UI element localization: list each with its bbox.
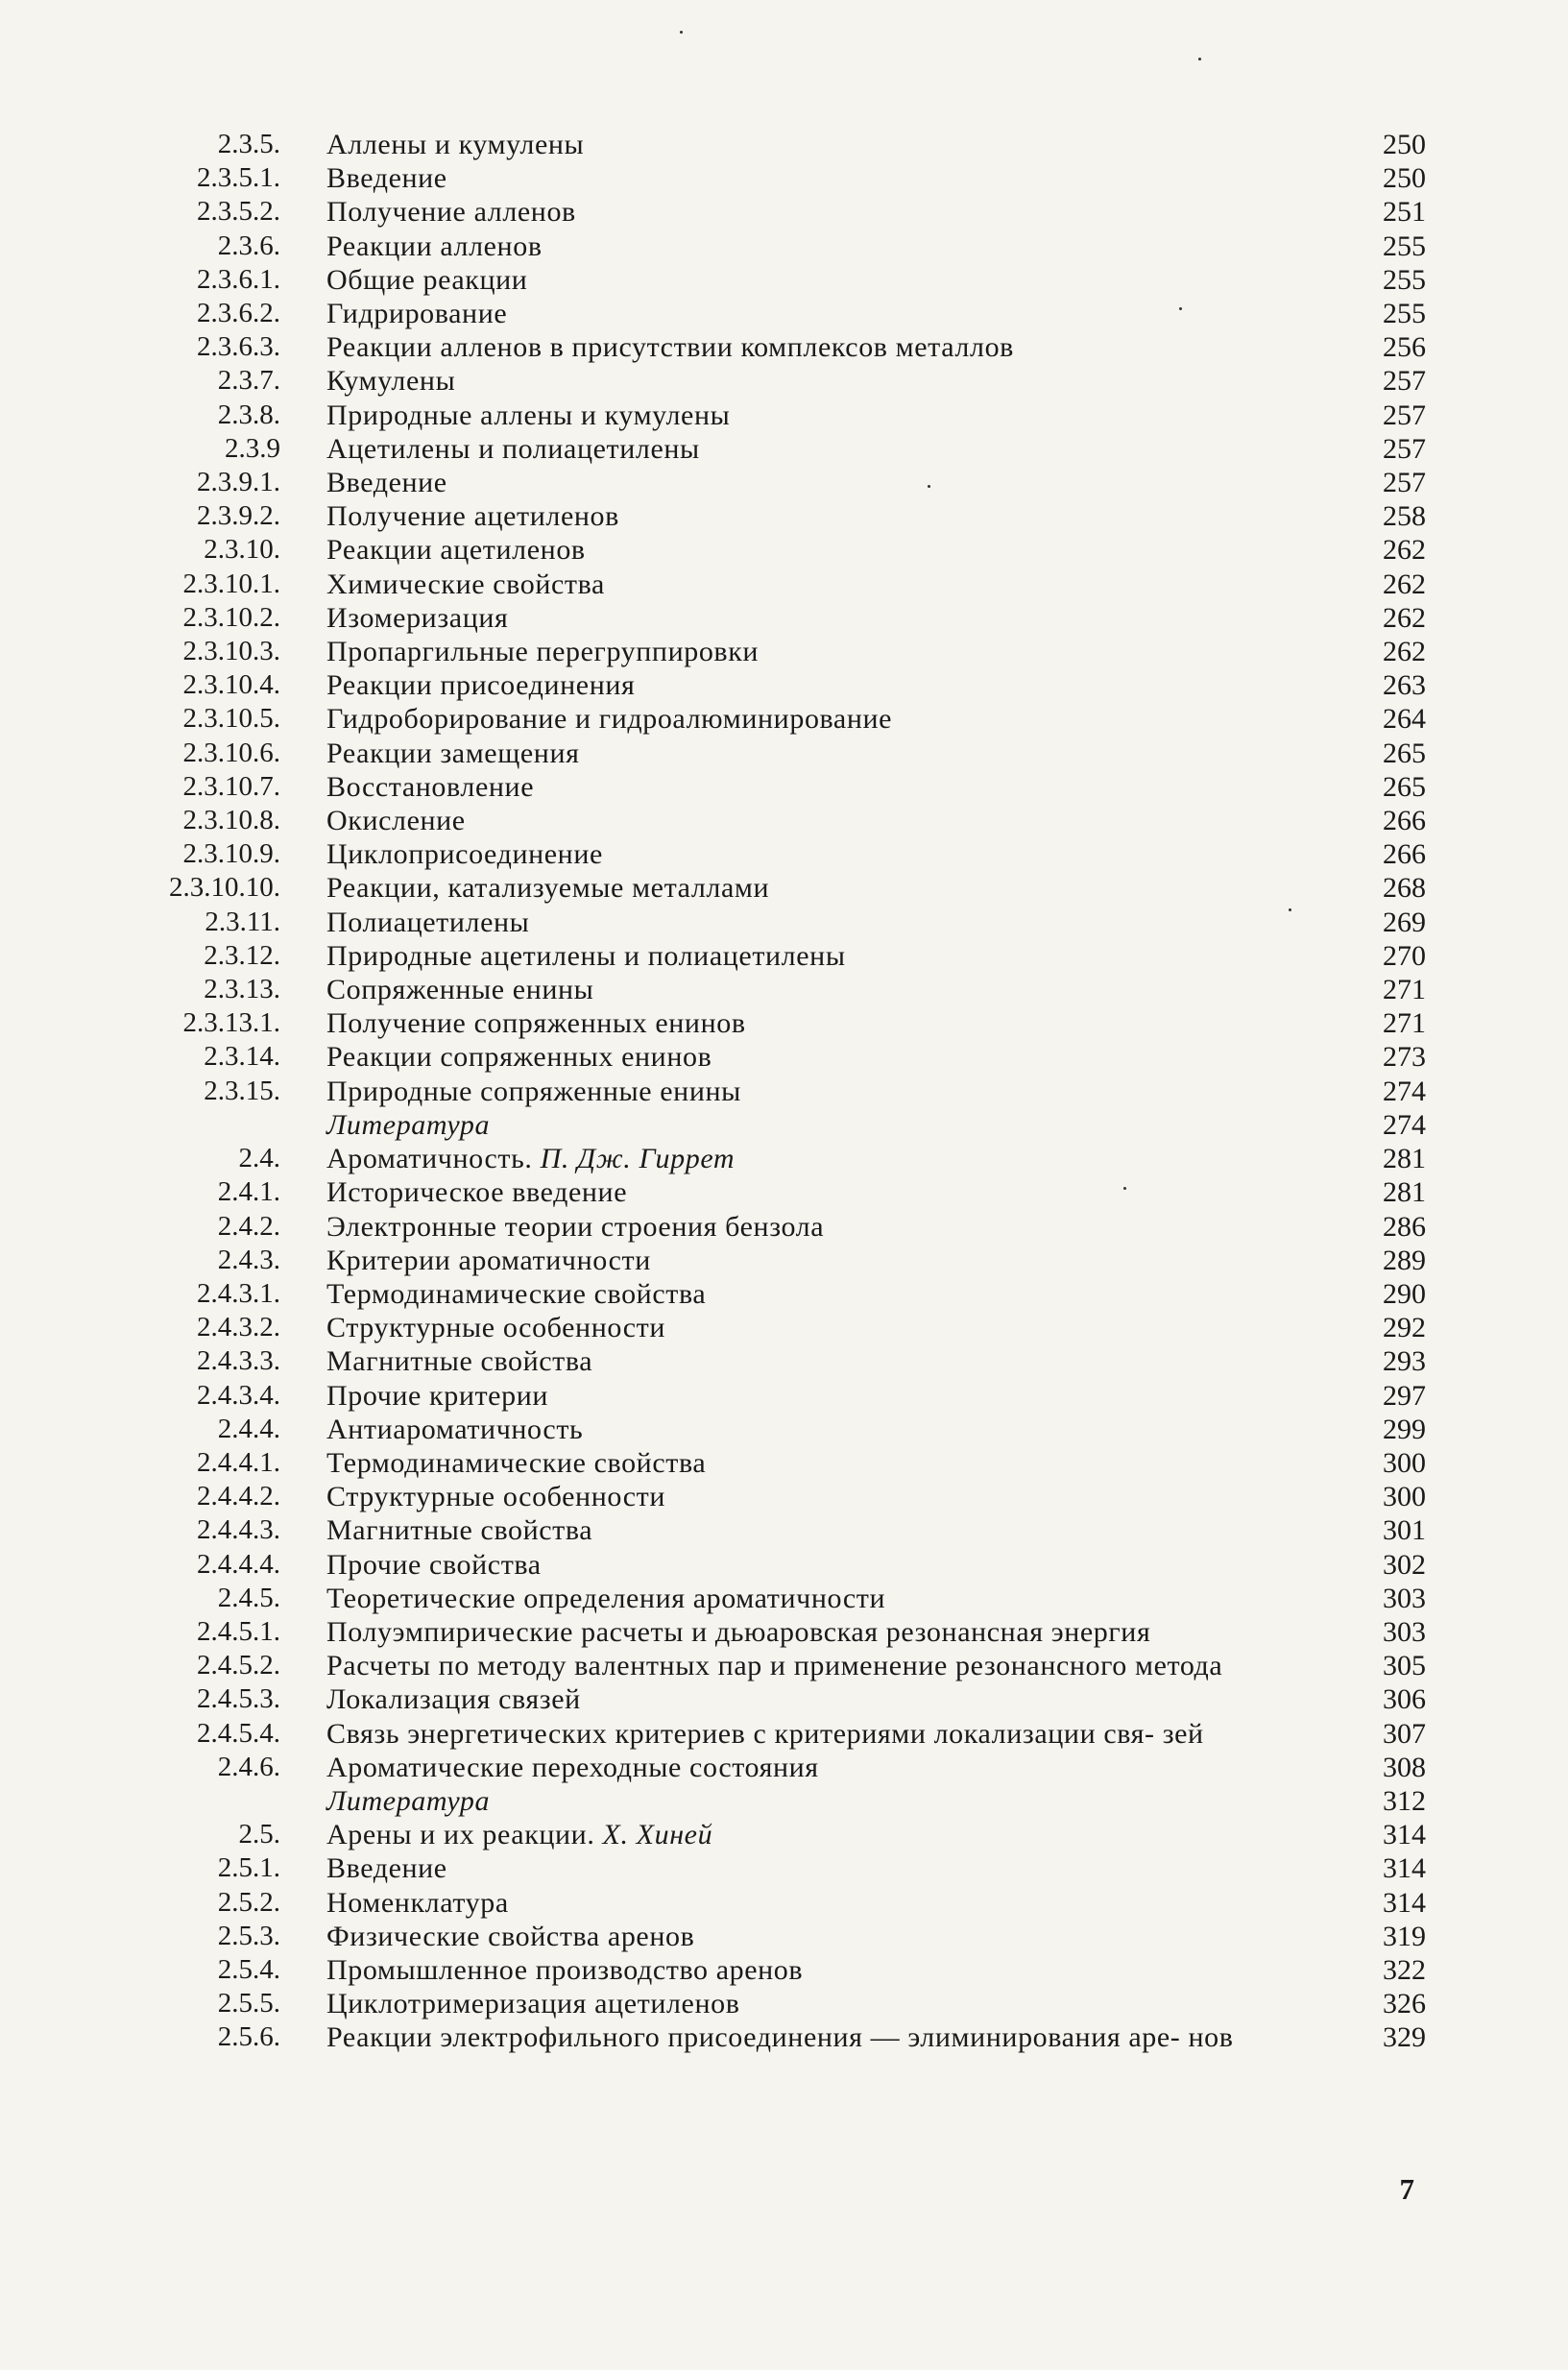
toc-entry — [0, 1480, 1568, 1513]
page-reference: 266 — [1383, 805, 1426, 837]
toc-entry — [0, 568, 1568, 601]
section-title-text: Ароматические переходные состояния — [326, 1751, 819, 1783]
page-reference: 257 — [1383, 365, 1426, 398]
toc-entry — [0, 1108, 1568, 1142]
section-title-text: Связь энергетических критериев с критериями локализации свя- зей — [326, 1717, 1204, 1750]
toc-entry — [0, 1379, 1568, 1413]
section-title-text: Введение — [326, 467, 447, 499]
page-reference: 297 — [1383, 1379, 1426, 1412]
section-title-text: Реакции присоединения — [326, 669, 636, 702]
section-number: 2.4.4. — [217, 1413, 280, 1444]
print-speck — [928, 485, 930, 488]
toc-entry — [0, 499, 1568, 533]
section-title — [326, 702, 1359, 736]
section-number: 2.3.6.3. — [197, 331, 280, 363]
page-reference: 306 — [1383, 1683, 1426, 1716]
section-number: 2.5.3. — [217, 1920, 280, 1951]
toc-entry — [0, 1886, 1568, 1920]
page-reference: 302 — [1383, 1548, 1426, 1581]
section-number: 2.4.4.2. — [197, 1481, 280, 1512]
literature-heading — [326, 1108, 1359, 1142]
section-title — [326, 837, 1359, 871]
toc-entry — [0, 1413, 1568, 1446]
toc-entry — [0, 601, 1568, 635]
page-reference: 281 — [1383, 1143, 1426, 1175]
page-reference: 314 — [1383, 1819, 1426, 1851]
toc-entry — [0, 1920, 1568, 1953]
section-title-text: Структурные особенности — [326, 1481, 665, 1513]
section-title-text: Ацетилены и полиацетилены — [326, 432, 700, 465]
section-title — [326, 499, 1359, 533]
section-author: П. Дж. Гиррет — [540, 1143, 736, 1175]
section-number: 2.4. — [238, 1143, 280, 1174]
section-title — [326, 1682, 1359, 1716]
page-reference: 255 — [1383, 230, 1426, 262]
print-speck — [1123, 1187, 1126, 1190]
section-title — [326, 1582, 1359, 1615]
toc-entry — [0, 1075, 1568, 1108]
section-number: 2.4.1. — [217, 1176, 280, 1208]
section-title — [326, 804, 1359, 837]
section-title-text: Литература — [326, 1784, 491, 1817]
page-reference: 257 — [1383, 432, 1426, 465]
section-title — [326, 1244, 1359, 1277]
page-reference: 265 — [1383, 737, 1426, 769]
section-title — [326, 1548, 1359, 1582]
section-title — [326, 364, 1359, 398]
section-title-text: Введение — [326, 1852, 447, 1885]
section-title-text: Общие реакции — [326, 263, 528, 296]
toc-entry — [0, 702, 1568, 736]
toc-entry — [0, 1277, 1568, 1311]
section-number: 2.3.10.3. — [182, 636, 280, 667]
toc-entry — [0, 161, 1568, 195]
section-number: 2.3.5.1. — [197, 162, 280, 194]
section-number: 2.3.11. — [205, 906, 280, 937]
page-reference: 264 — [1383, 703, 1426, 736]
toc-entry — [0, 1784, 1568, 1818]
page-reference: 257 — [1383, 399, 1426, 431]
section-title-text: Физические свойства аренов — [326, 1920, 695, 1952]
toc-entry — [0, 1040, 1568, 1074]
page-reference: 299 — [1383, 1413, 1426, 1445]
section-title-text: Реакции сопряженных енинов — [326, 1041, 712, 1074]
section-title — [326, 601, 1359, 635]
section-title — [326, 1953, 1359, 1987]
page-reference: 314 — [1383, 1886, 1426, 1919]
section-number: 2.4.5.3. — [197, 1683, 280, 1715]
section-number: 2.3.13.1. — [182, 1007, 280, 1039]
page-reference: 262 — [1383, 568, 1426, 600]
section-number: 2.5. — [238, 1819, 280, 1850]
section-title — [326, 1615, 1359, 1649]
section-title — [326, 1649, 1359, 1682]
page-reference: 322 — [1383, 1953, 1426, 1986]
section-number: 2.5.4. — [217, 1953, 280, 1985]
section-title — [326, 1277, 1359, 1311]
section-title-text: Электронные теории строения бензола — [326, 1210, 825, 1243]
toc-entry — [0, 297, 1568, 330]
page-reference: 257 — [1383, 467, 1426, 499]
toc-entry — [0, 1210, 1568, 1244]
section-title — [326, 1818, 1359, 1851]
section-title — [326, 1344, 1359, 1378]
page-reference: 263 — [1383, 669, 1426, 702]
section-title-text: Кумулены — [326, 365, 456, 398]
page-reference: 326 — [1383, 1988, 1426, 2020]
section-title-text: Прочие критерии — [326, 1379, 549, 1412]
page-reference: 256 — [1383, 331, 1426, 364]
section-title — [326, 1040, 1359, 1074]
toc-entry — [0, 1244, 1568, 1277]
print-speck — [1289, 908, 1291, 911]
section-number: 2.3.10.7. — [182, 770, 280, 802]
section-title — [326, 2020, 1359, 2054]
section-title-text: Ароматичность. — [326, 1143, 533, 1175]
section-title-text: Циклотримеризация ацетиленов — [326, 1988, 740, 2020]
section-title — [326, 1480, 1359, 1513]
page-reference: 303 — [1383, 1615, 1426, 1648]
toc-entry — [0, 1548, 1568, 1582]
section-title-text: Антиароматичность — [326, 1413, 584, 1445]
literature-heading — [326, 1784, 1359, 1818]
toc-entry — [0, 635, 1568, 668]
section-title-text: Промышленное производство аренов — [326, 1953, 804, 1986]
section-title-text: Получение алленов — [326, 196, 576, 229]
page-reference: 270 — [1383, 939, 1426, 972]
section-title-text: Гидрирование — [326, 298, 508, 330]
print-speck — [1198, 58, 1201, 60]
toc-entry — [0, 1006, 1568, 1040]
section-title — [326, 1446, 1359, 1480]
page-reference: 274 — [1383, 1075, 1426, 1107]
section-title-text: Реакции ацетиленов — [326, 534, 586, 567]
toc-entry — [0, 1446, 1568, 1480]
section-title — [326, 263, 1359, 297]
page-reference: 268 — [1383, 872, 1426, 905]
section-title — [326, 161, 1359, 195]
section-title — [326, 1851, 1359, 1885]
section-title — [326, 399, 1359, 432]
section-title — [326, 1987, 1359, 2020]
section-number: 2.3.10.5. — [182, 703, 280, 735]
toc-entry — [0, 533, 1568, 567]
section-number: 2.3.6. — [217, 230, 280, 261]
toc-entry — [0, 1344, 1568, 1378]
toc-entry — [0, 195, 1568, 229]
page-reference: 281 — [1383, 1176, 1426, 1209]
section-number: 2.4.3.1. — [197, 1277, 280, 1309]
page-reference: 255 — [1383, 263, 1426, 296]
toc-entry — [0, 1649, 1568, 1682]
section-title-text: Реакции, катализуемые металлами — [326, 872, 770, 905]
section-number: 2.4.6. — [217, 1751, 280, 1782]
section-title — [326, 1717, 1359, 1751]
page-reference: 273 — [1383, 1041, 1426, 1074]
section-number: 2.4.2. — [217, 1210, 280, 1242]
section-title-text: Полуэмпирические расчеты и дьюаровская резонансная энергия — [326, 1615, 1151, 1648]
section-title — [326, 330, 1359, 364]
page-reference: 262 — [1383, 534, 1426, 567]
page-reference: 271 — [1383, 974, 1426, 1006]
section-title-text: Расчеты по методу валентных пар и применение резонансного метода — [326, 1650, 1223, 1682]
section-author: X. Хиней — [602, 1819, 713, 1851]
section-title-text: Локализация связей — [326, 1683, 581, 1716]
section-title — [326, 1513, 1359, 1547]
toc-entry — [0, 1851, 1568, 1885]
section-title-text: Получение сопряженных енинов — [326, 1007, 746, 1040]
toc-entry — [0, 364, 1568, 398]
section-title-text: Получение ацетиленов — [326, 500, 619, 533]
page-reference: 312 — [1383, 1784, 1426, 1817]
page-reference: 300 — [1383, 1481, 1426, 1513]
section-title-text: Окисление — [326, 805, 466, 837]
toc-entry — [0, 871, 1568, 905]
section-title-text: Химические свойства — [326, 568, 605, 600]
section-title-text: Термодинамические свойства — [326, 1277, 707, 1310]
section-title-text: Историческое введение — [326, 1176, 628, 1209]
section-title — [326, 1379, 1359, 1413]
page-reference: 251 — [1383, 196, 1426, 229]
section-number: 2.3.10.1. — [182, 568, 280, 599]
section-number: 2.3.7. — [217, 365, 280, 397]
section-title — [326, 1075, 1359, 1108]
toc-entry — [0, 1953, 1568, 1987]
section-number: 2.3.5. — [217, 129, 280, 159]
section-number: 2.4.3.4. — [197, 1379, 280, 1411]
section-number: 2.5.1. — [217, 1852, 280, 1884]
page-reference: 262 — [1383, 601, 1426, 634]
section-title-text: Реакции алленов в присутствии комплексов металлов — [326, 331, 1014, 364]
section-number: 2.4.5. — [217, 1582, 280, 1613]
page-reference: 250 — [1383, 129, 1426, 160]
page-reference: 319 — [1383, 1920, 1426, 1952]
section-title — [326, 1142, 1359, 1175]
toc-entry — [0, 1682, 1568, 1716]
page-reference: 303 — [1383, 1582, 1426, 1614]
toc-entry — [0, 1818, 1568, 1851]
page-number: 7 — [1399, 2172, 1414, 2206]
section-number: 2.3.13. — [204, 974, 280, 1005]
toc-entry — [0, 263, 1568, 297]
toc-entry — [0, 973, 1568, 1006]
section-number: 2.4.4.4. — [197, 1548, 280, 1580]
page-reference: 329 — [1383, 2021, 1426, 2054]
section-title — [326, 1413, 1359, 1446]
section-title-text: Полиацетилены — [326, 906, 530, 938]
section-title-text: Введение — [326, 162, 447, 195]
section-number: 2.3.6.2. — [197, 298, 280, 329]
section-number: 2.3.10.2. — [182, 601, 280, 633]
section-title-text: Теоретические определения ароматичности — [326, 1582, 886, 1614]
toc-entry — [0, 230, 1568, 263]
section-title-text: Прочие свойства — [326, 1548, 542, 1581]
section-title — [326, 1006, 1359, 1040]
section-number: 2.3.10.8. — [182, 805, 280, 836]
toc-entry — [0, 804, 1568, 837]
section-title — [326, 128, 1359, 161]
page-reference: 286 — [1383, 1210, 1426, 1243]
page-reference: 271 — [1383, 1007, 1426, 1040]
section-title — [326, 1311, 1359, 1344]
toc-entry — [0, 1142, 1568, 1175]
section-title — [326, 906, 1359, 939]
section-number: 2.3.10.6. — [182, 737, 280, 768]
toc-entry — [0, 330, 1568, 364]
section-title-text: Реакции электрофильного присоединения — элиминирования аре- нов — [326, 2021, 1234, 2054]
section-number: 2.4.4.1. — [197, 1446, 280, 1478]
toc-entry — [0, 939, 1568, 973]
section-number: 2.5.5. — [217, 1988, 280, 2019]
section-title — [326, 297, 1359, 330]
section-number: 2.3.14. — [204, 1041, 280, 1073]
page-reference: 255 — [1383, 298, 1426, 330]
section-title — [326, 568, 1359, 601]
section-title — [326, 432, 1359, 466]
section-title-text: Природные аллены и кумулены — [326, 399, 731, 431]
toc-entry — [0, 1717, 1568, 1751]
toc-entry — [0, 1582, 1568, 1615]
section-number: 2.3.15. — [204, 1075, 280, 1106]
section-number: 2.4.4.3. — [197, 1514, 280, 1546]
print-speck — [680, 31, 683, 34]
section-title-text: Природные ацетилены и полиацетилены — [326, 939, 846, 972]
section-title-text: Магнитные свойства — [326, 1514, 593, 1547]
section-number: 2.3.10.9. — [182, 838, 280, 870]
section-title — [326, 230, 1359, 263]
toc-entry — [0, 1513, 1568, 1547]
toc-entry — [0, 837, 1568, 871]
section-title-text: Реакции алленов — [326, 230, 543, 262]
toc-entry — [0, 2020, 1568, 2054]
section-title — [326, 195, 1359, 229]
section-number: 2.4.5.4. — [197, 1717, 280, 1749]
section-title — [326, 635, 1359, 668]
section-number: 2.4.3.3. — [197, 1345, 280, 1377]
section-title-text: Пропаргильные перегруппировки — [326, 636, 760, 668]
section-title — [326, 973, 1359, 1006]
section-number: 2.3.9.2. — [197, 500, 280, 532]
section-number: 2.4.3. — [217, 1244, 280, 1275]
section-title-text: Арены и их реакции. — [326, 1819, 595, 1851]
section-number: 2.4.3.2. — [197, 1312, 280, 1343]
toc-entry — [0, 128, 1568, 161]
page-reference: 301 — [1383, 1514, 1426, 1547]
section-title-text: Магнитные свойства — [326, 1345, 593, 1378]
page-reference: 293 — [1383, 1345, 1426, 1378]
toc-entry — [0, 399, 1568, 432]
section-number: 2.3.10.4. — [182, 669, 280, 701]
section-title-text: Номенклатура — [326, 1886, 509, 1919]
toc-entry — [0, 1987, 1568, 2020]
toc-entry — [0, 668, 1568, 702]
page-reference: 265 — [1383, 770, 1426, 803]
section-title-text: Циклоприсоединение — [326, 838, 603, 871]
section-number: 2.3.9.1. — [197, 467, 280, 498]
toc-entry — [0, 466, 1568, 499]
toc-entry — [0, 1751, 1568, 1784]
toc-entry — [0, 770, 1568, 804]
page-reference: 305 — [1383, 1650, 1426, 1682]
section-title-text: Реакции замещения — [326, 737, 580, 769]
section-title — [326, 1210, 1359, 1244]
section-title — [326, 1920, 1359, 1953]
section-number: 2.3.6.1. — [197, 263, 280, 295]
page-reference: 307 — [1383, 1717, 1426, 1750]
section-number: 2.5.6. — [217, 2021, 280, 2053]
section-title — [326, 1175, 1359, 1209]
page-reference: 250 — [1383, 162, 1426, 195]
toc-entry — [0, 906, 1568, 939]
page-reference: 300 — [1383, 1446, 1426, 1479]
page-reference: 262 — [1383, 636, 1426, 668]
section-number: 2.3.9 — [225, 432, 280, 464]
section-title — [326, 1751, 1359, 1784]
section-title-text: Критерии ароматичности — [326, 1244, 651, 1276]
page-reference: 289 — [1383, 1244, 1426, 1276]
section-title-text: Изомеризация — [326, 601, 509, 634]
page-reference: 314 — [1383, 1852, 1426, 1885]
section-number: 2.3.5.2. — [197, 196, 280, 228]
print-speck — [1179, 307, 1182, 310]
section-title — [326, 770, 1359, 804]
toc-entry — [0, 1311, 1568, 1344]
toc-entry — [0, 1175, 1568, 1209]
section-number: 2.3.8. — [217, 399, 280, 430]
section-number: 2.3.12. — [204, 939, 280, 971]
section-title-text: Сопряженные енины — [326, 974, 594, 1006]
toc-entry — [0, 737, 1568, 770]
page-reference: 292 — [1383, 1312, 1426, 1344]
section-title — [326, 737, 1359, 770]
section-title — [326, 533, 1359, 567]
page-reference: 290 — [1383, 1277, 1426, 1310]
section-title-text: Структурные особенности — [326, 1312, 665, 1344]
section-title-text: Термодинамические свойства — [326, 1446, 707, 1479]
table-of-contents — [0, 128, 1568, 2055]
page-reference: 269 — [1383, 906, 1426, 938]
page-reference: 266 — [1383, 838, 1426, 871]
page-reference: 308 — [1383, 1751, 1426, 1783]
section-number: 2.4.5.2. — [197, 1650, 280, 1681]
section-title-text: Природные сопряженные енины — [326, 1075, 741, 1107]
section-title — [326, 871, 1359, 905]
section-title — [326, 466, 1359, 499]
section-title — [326, 939, 1359, 973]
toc-entry — [0, 1615, 1568, 1649]
section-number: 2.4.5.1. — [197, 1615, 280, 1647]
toc-entry — [0, 432, 1568, 466]
section-title-text: Аллены и кумулены — [326, 129, 585, 160]
section-number: 2.3.10. — [204, 534, 280, 566]
page-reference: 274 — [1383, 1108, 1426, 1141]
section-number: 2.5.2. — [217, 1886, 280, 1918]
page-reference: 258 — [1383, 500, 1426, 533]
section-title-text: Гидроборирование и гидроалюминирование — [326, 703, 893, 736]
section-title-text: Восстановление — [326, 770, 535, 803]
section-title — [326, 1886, 1359, 1920]
section-number: 2.3.10.10. — [169, 872, 280, 904]
section-title — [326, 668, 1359, 702]
section-title-text: Литература — [326, 1108, 491, 1141]
